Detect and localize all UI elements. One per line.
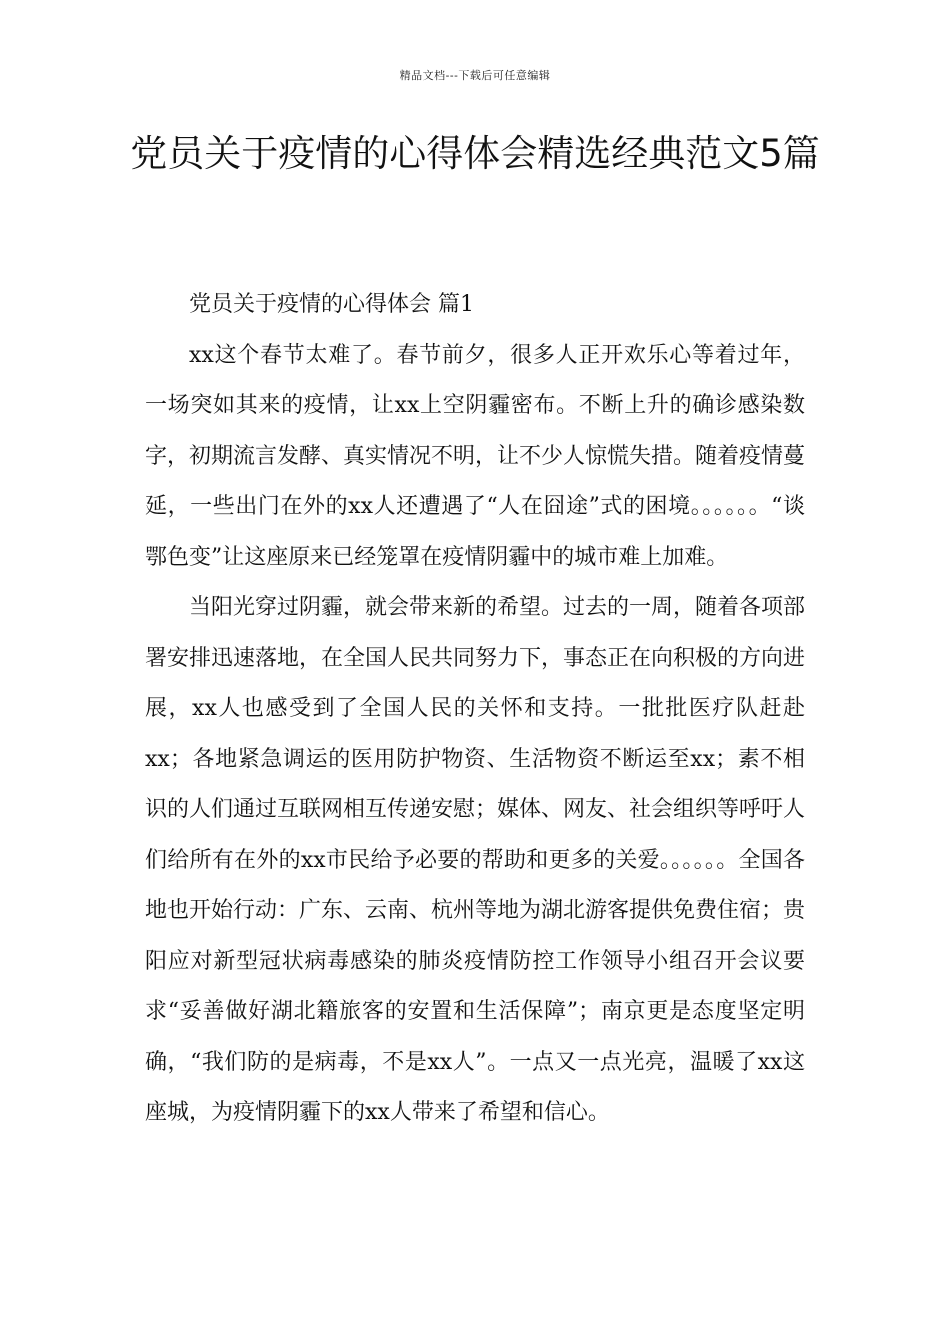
document-body [145, 280, 805, 1139]
section-heading: 党员关于疫情的心得体会 篇1 [189, 292, 474, 317]
header-note: 精品文档---下载后可任意编辑 [399, 69, 551, 82]
document-title: 党员关于疫情的心得体会精选经典范文5篇 [130, 132, 820, 175]
paragraph-1: xx这个春节太难了。春节前夕，很多人正开欢乐心等着过年，一场突如其来的疫情，让xx上空阴霾密布。不断上升的确诊感染数字，初期流言发酵、真实情况不明，让不少人惊慌失措。随着疫情蔓延，一些出门在外的xx人还遭遇了“人在囧途”式的困境。。。。。。“谈鄂色变”让这座原来已经笼罩在疫情阴霾中的城市难上加难。 [145, 342, 806, 570]
paragraph-2: 当阳光穿过阴霾，就会带来新的希望。过去的一周，随着各项部署安排迅速落地，在全国人民共同努力下，事态正在向积极的方向进展，xx人也感受到了全国人民的关怀和支持。一批批医疗队赶赴xx；各地紧急调运的医用防护物资、生活物资不断运至xx；素不相识的人们通过互联网相互传递安慰；媒体、网友、社会组织等呼吁人们给所有在外的xx市民给予必要的帮助和更多的关爱。。。。。。全国各地也开始行动：广东、云南、杭州等地为湖北游客提供免费住宿；贵阳应对新型冠状病毒感染的肺炎疫情防控工作领导小组召开会议要求“妥善做好湖北籍旅客的安置和生活保障”；南京更是态度坚定明确，“我们防的是病毒，不是xx人”。一点又一点光亮，温暖了xx这座城，为疫情阴霾下的xx人带来了希望和信心。 [145, 595, 806, 1125]
